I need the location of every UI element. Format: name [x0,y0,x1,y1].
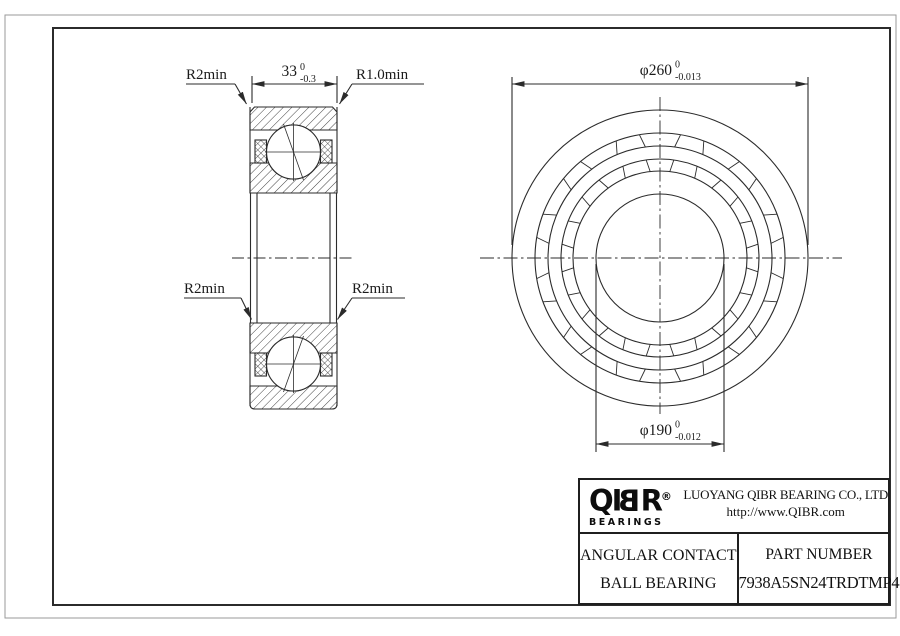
part-number-cell [737,534,900,603]
od-dim-lower-tol: -0.013 [675,72,701,83]
leader-r1min-top-right [340,84,425,104]
title-block [578,478,900,605]
label-r1min-top-right: R1.0min [356,67,409,83]
label-r2min-top-left: R2min [186,67,227,83]
part-number-label: PART NUMBER [765,546,873,563]
label-r2min-mid-left: R2min [184,281,225,297]
od-dim-upper-tol: 0 [675,59,680,71]
leader-r2min-mid-right [338,298,406,320]
width-dimension [252,76,337,103]
section-view [184,62,424,409]
leader-r2min-top-left [186,84,247,104]
width-dim-upper-tol: 0 [300,62,305,73]
qibr-logo-text [589,483,683,518]
bore-dim-lower-tol: -0.012 [675,432,701,443]
brand-logo [580,480,683,532]
leader-r2min-mid-left [184,298,252,320]
product-type-cell [580,534,737,603]
od-dim-value: φ260 [639,62,672,79]
title-block-bottom-row [580,532,900,603]
front-view [480,60,842,453]
logo-subtext: BEARINGS [589,516,664,528]
part-number-value: 7938A5SN24TRDTMP4 [738,573,900,592]
cage-top-right [321,140,333,163]
company-name: LUOYANG QIBR BEARING CO., LTD [683,487,888,502]
company-info [683,480,888,532]
logo-post: R [640,483,661,518]
logo-pre: QI [589,483,621,518]
width-dim-value: 33 [281,63,297,80]
product-line2: BALL BEARING [600,575,717,592]
product-line1: ANGULAR CONTACT [580,547,737,564]
registered-mark: ® [660,490,672,503]
cage-bottom-right [321,353,333,376]
label-r2min-mid-right: R2min [352,281,393,297]
company-website: http://www.QIBR.com [726,504,845,519]
logo-mirrored-b: B [620,483,641,518]
bore-dim-upper-tol: 0 [675,419,680,431]
bore-dim-value: φ190 [639,422,672,439]
title-block-top-row [580,480,888,532]
width-dim-lower-tol: -0.3 [300,74,316,85]
cage-top-left [255,140,267,163]
cage-bottom-left [255,353,267,376]
